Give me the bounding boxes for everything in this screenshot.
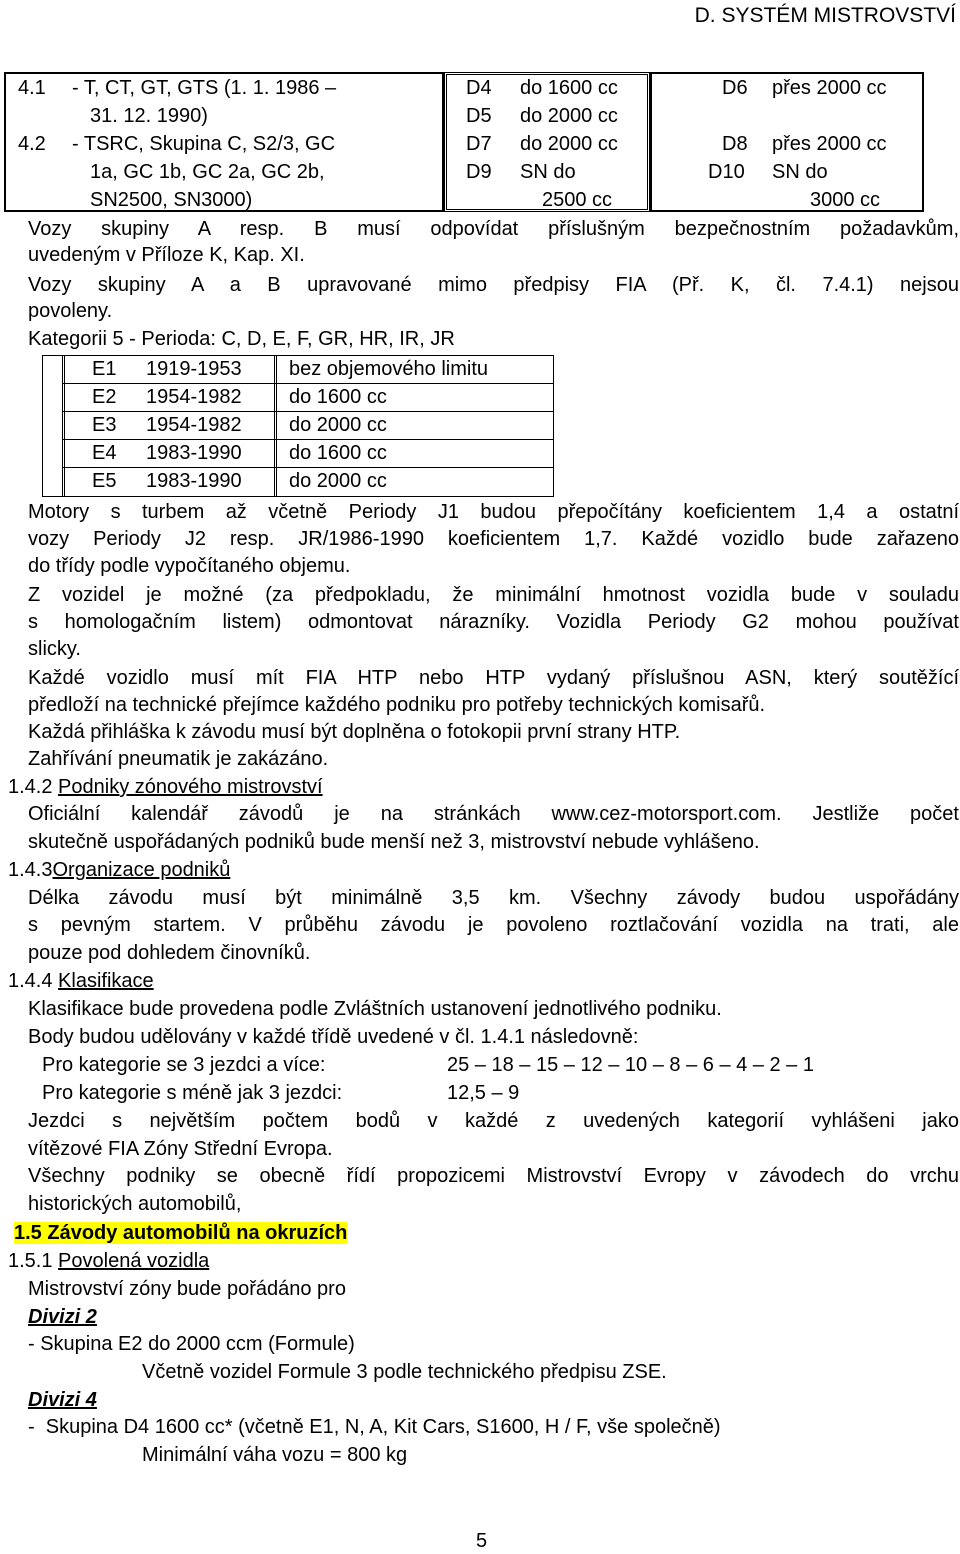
row-desc: 31. 12. 1990): [90, 105, 208, 127]
row-num: 4.2: [18, 133, 46, 155]
class-value: přes 2000 cc: [772, 77, 887, 99]
period-cap: bez objemového limitu: [289, 358, 488, 380]
division-title: Divizi 4: [28, 1389, 97, 1411]
section-title: Podniky zónového mistrovství: [58, 776, 323, 798]
section-heading-151: [8, 1248, 209, 1274]
section-title: Klasifikace: [58, 970, 154, 992]
class-code: D5: [466, 105, 492, 127]
paragraph-line: uvedeným v Příloze K, Kap. XI.: [28, 244, 305, 266]
paragraph-line: slicky.: [28, 638, 81, 660]
section-number: 1.4.3: [8, 859, 53, 881]
class-code: D6: [722, 77, 748, 99]
paragraph-line: Všechny podniky se obecně řídí propozicemi Mistrovství Evropy v závodech do vrchu: [28, 1165, 959, 1187]
page-header: D. SYSTÉM MISTROVSTVÍ: [694, 4, 956, 27]
period-cap: do 2000 cc: [289, 470, 387, 492]
class-value: 2500 cc: [542, 189, 613, 211]
paragraph-line: s homologačním listem) odmontovat nárazníky. Vozidla Periody G2 mohou používat: [28, 611, 959, 633]
section-number: 1.4.2: [8, 776, 53, 798]
section-heading-144: [8, 968, 154, 994]
paragraph-line: Mistrovství zóny bude pořádáno pro: [28, 1278, 346, 1300]
paragraph-line: pouze pod dohledem činovníků.: [28, 942, 311, 964]
paragraph-line: Oficiální kalendář závodů je na stránkách www.cez-motorsport.com. Jestliže počet: [28, 803, 959, 825]
chapter-title: 1.5 Závody automobilů na okruzích: [14, 1222, 348, 1244]
paragraph-line: s pevným startem. V průběhu závodu je povoleno roztlačování vozidla na trati, ale: [28, 914, 959, 936]
class-table: [4, 72, 924, 212]
paragraph-line: Minimální váha vozu = 800 kg: [142, 1444, 408, 1466]
paragraph-line: Body budou udělovány v každé třídě uvedené v čl. 1.4.1 následovně:: [28, 1026, 639, 1048]
class-code: D4: [466, 77, 492, 99]
period-table: [42, 355, 554, 497]
section-heading-142: [8, 774, 323, 800]
table-row: [42, 355, 554, 383]
row-desc: SN2500, SN3000): [90, 189, 253, 211]
period-years: 1919-1953: [146, 358, 242, 380]
points-label: Pro kategorie se 3 jezdci a více:: [42, 1054, 326, 1076]
paragraph-line: předloží na technické přejímce každého podniku pro potřeby technických komisařů.: [28, 694, 766, 716]
section-title: Organizace podniků: [52, 859, 231, 881]
class-value: do 2000 cc: [520, 133, 618, 155]
period-code: E3: [92, 414, 117, 436]
section-heading-143: [8, 857, 230, 883]
paragraph-line: Délka závodu musí být minimálně 3,5 km. Všechny závody budou uspořádány: [28, 887, 959, 909]
period-years: 1954-1982: [146, 386, 242, 408]
paragraph-line: Každá přihláška k závodu musí být doplněna o fotokopii první strany HTP.: [28, 721, 681, 743]
period-years: 1983-1990: [146, 470, 242, 492]
table-row: [42, 439, 554, 467]
period-years: 1983-1990: [146, 442, 242, 464]
chapter-heading: [14, 1220, 347, 1246]
class-value: do 2000 cc: [520, 105, 618, 127]
paragraph-line: Jezdci s největším počtem bodů v každé z uvedených kategorií vyhlášeni jako: [28, 1110, 959, 1132]
class-value: 3000 cc: [810, 189, 881, 211]
class-code: D10: [708, 161, 745, 183]
paragraph-line: Motory s turbem až včetně Periody J1 budou přepočítány koeficientem 1,4 a ostatní: [28, 501, 959, 523]
row-num: 4.1: [18, 77, 46, 99]
table-row: [42, 383, 554, 411]
row-desc: - T, CT, GT, GTS (1. 1. 1986 –: [72, 77, 337, 99]
paragraph-line: vítězové FIA Zóny Střední Evropa.: [28, 1138, 333, 1160]
section-number: 1.4.4: [8, 970, 53, 992]
paragraph-line: Z vozidel je možné (za předpokladu, že minimální hmotnost vozidla bude v souladu: [28, 584, 959, 606]
class-value: SN do: [772, 161, 828, 183]
period-code: E5: [92, 470, 117, 492]
table-row: [42, 411, 554, 439]
paragraph-line: Zahřívání pneumatik je zakázáno.: [28, 748, 329, 770]
class-value: přes 2000 cc: [772, 133, 887, 155]
points-values: 25 – 18 – 15 – 12 – 10 – 8 – 6 – 4 – 2 – 1: [447, 1054, 814, 1076]
division-title: Divizi 2: [28, 1306, 97, 1328]
paragraph-line: Včetně vozidel Formule 3 podle technického předpisu ZSE.: [142, 1361, 667, 1383]
row-desc: - TSRC, Skupina C, S2/3, GC: [72, 133, 336, 155]
class-value: SN do: [520, 161, 576, 183]
division-heading: [28, 1387, 97, 1413]
class-code: D8: [722, 133, 748, 155]
paragraph-line: Každé vozidlo musí mít FIA HTP nebo HTP vydaný příslušnou ASN, který soutěžící: [28, 667, 959, 689]
paragraph-line: do třídy podle vypočítaného objemu.: [28, 555, 351, 577]
paragraph-line: skutečně uspořádaných podniků bude menší než 3, mistrovství nebude vyhlášeno.: [28, 831, 760, 853]
division-heading: [28, 1304, 97, 1330]
period-cap: do 2000 cc: [289, 414, 387, 436]
paragraph-line: povoleny.: [28, 300, 113, 322]
paragraph-line: historických automobilů,: [28, 1193, 242, 1215]
paragraph-line: Vozy skupiny A a B upravované mimo předpisy FIA (Př. K, čl. 7.4.1) nejsou: [28, 274, 959, 296]
paragraph-line: Kategorii 5 - Perioda: C, D, E, F, GR, HR, IR, JR: [28, 328, 455, 350]
period-years: 1954-1982: [146, 414, 242, 436]
period-cap: do 1600 cc: [289, 442, 387, 464]
period-code: E2: [92, 386, 117, 408]
table-row: [42, 467, 554, 495]
row-desc: 1a, GC 1b, GC 2a, GC 2b,: [90, 161, 325, 183]
class-value: do 1600 cc: [520, 77, 618, 99]
section-number: 1.5.1: [8, 1250, 53, 1272]
paragraph-line: - Skupina E2 do 2000 ccm (Formule): [28, 1333, 355, 1355]
paragraph-line: Vozy skupiny A resp. B musí odpovídat příslušným bezpečnostním požadavkům,: [28, 218, 959, 240]
page-number: 5: [476, 1530, 488, 1552]
paragraph-line: vozy Periody J2 resp. JR/1986-1990 koeficientem 1,7. Každé vozidlo bude zařazeno: [28, 528, 959, 550]
paragraph-line: Klasifikace bude provedena podle Zvláštních ustanovení jednotlivého podniku.: [28, 998, 722, 1020]
class-code: D7: [466, 133, 492, 155]
period-code: E1: [92, 358, 117, 380]
class-code: D9: [466, 161, 492, 183]
points-values: 12,5 – 9: [447, 1082, 520, 1104]
section-title: Povolená vozidla: [58, 1250, 210, 1272]
points-label: Pro kategorie s méně jak 3 jezdci:: [42, 1082, 343, 1104]
period-code: E4: [92, 442, 117, 464]
paragraph-line: - Skupina D4 1600 cc* (včetně E1, N, A, Kit Cars, S1600, H / F, vše společně): [28, 1416, 721, 1438]
period-cap: do 1600 cc: [289, 386, 387, 408]
